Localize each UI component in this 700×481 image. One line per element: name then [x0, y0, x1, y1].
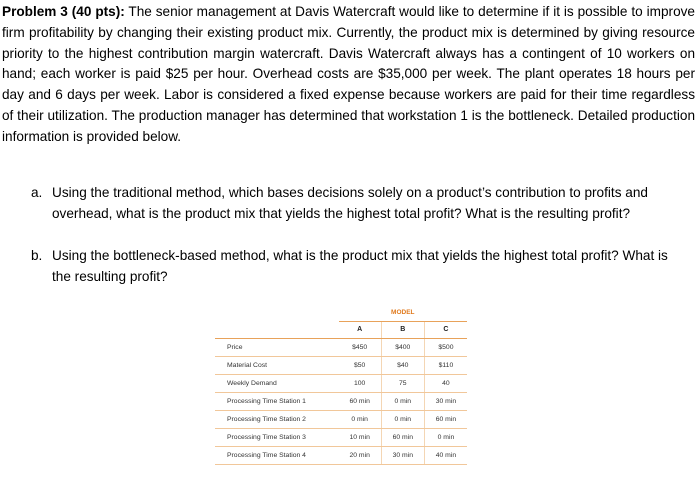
cell: $50	[339, 357, 382, 375]
question-a-text: Using the traditional method, which bases decisions solely on a product’s contribution to profits and overhead, what is the product mix that yields the highest total profit? What is the resulting profit?	[52, 185, 648, 221]
row-label: Weekly Demand	[215, 375, 339, 393]
row-label: Material Cost	[215, 357, 339, 375]
cell: 0 min	[381, 393, 424, 411]
row-label: Processing Time Station 4	[215, 447, 339, 465]
problem-statement	[2, 2, 695, 148]
question-b-text: Using the bottleneck-based method, what is the product mix that yields the highest total profit? What is the resulting profit?	[52, 248, 668, 284]
cell: $110	[424, 357, 467, 375]
row-label: Processing Time Station 2	[215, 411, 339, 429]
table-row-price	[215, 339, 467, 357]
table-row-weekly-demand	[215, 375, 467, 393]
cell: $500	[424, 339, 467, 357]
cell: $400	[381, 339, 424, 357]
table-row-station-1	[215, 393, 467, 411]
table-corner	[215, 304, 339, 321]
problem-body: The senior management at Davis Watercraft would like to determine if it is possible to improve firm profitability by changing their existing product mix. Currently, the product mix is determined by giving resource priority to the highest contribution margin watercraft. Davis Watercraft always has a contingent of 10 workers on hand; each worker is paid $25 per hour. Overhead costs are $35,000 per week. The plant operates 18 hours per day and 6 days per week. Labor is considered a fixed expense because workers are paid for their time regardless of their utilization. The production manager has determined that workstation 1 is the bottleneck. Detailed production information is provided below.	[2, 4, 695, 144]
table-row-station-4	[215, 447, 467, 465]
row-label: Price	[215, 339, 339, 357]
row-label: Processing Time Station 3	[215, 429, 339, 447]
question-b	[31, 246, 681, 287]
cell: 40	[424, 375, 467, 393]
cell: 40 min	[424, 447, 467, 465]
cell: 0 min	[424, 429, 467, 447]
problem-heading: Problem 3 (40 pts):	[2, 4, 125, 19]
column-header-c: C	[424, 321, 467, 339]
cell: 60 min	[339, 393, 382, 411]
question-a-letter: a.	[31, 185, 43, 200]
cell: 0 min	[381, 411, 424, 429]
cell: $40	[381, 357, 424, 375]
row-label: Processing Time Station 1	[215, 393, 339, 411]
table-corner-2	[215, 321, 339, 339]
table-row-station-3	[215, 429, 467, 447]
cell: 0 min	[339, 411, 382, 429]
cell: 60 min	[424, 411, 467, 429]
column-header-b: B	[381, 321, 424, 339]
question-a	[31, 183, 681, 224]
model-header: MODEL	[339, 304, 467, 321]
cell: 60 min	[381, 429, 424, 447]
table-row-station-2	[215, 411, 467, 429]
column-header-a: A	[339, 321, 382, 339]
cell: 30 min	[424, 393, 467, 411]
table-row-material-cost	[215, 357, 467, 375]
cell: 75	[381, 375, 424, 393]
cell: 30 min	[381, 447, 424, 465]
production-table	[215, 304, 467, 465]
cell: $450	[339, 339, 382, 357]
cell: 100	[339, 375, 382, 393]
cell: 20 min	[339, 447, 382, 465]
question-b-letter: b.	[31, 248, 43, 263]
cell: 10 min	[339, 429, 382, 447]
